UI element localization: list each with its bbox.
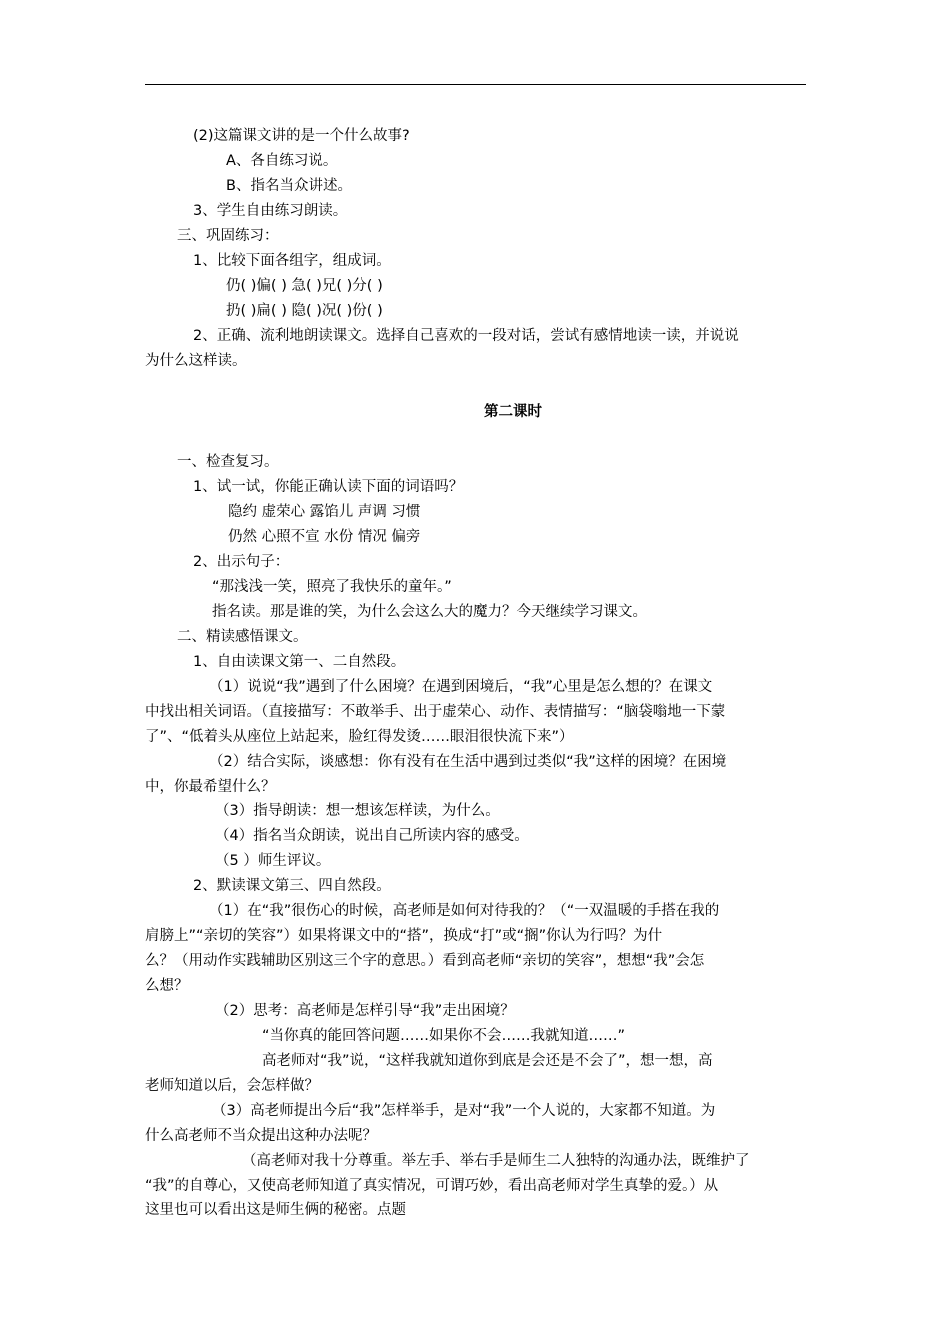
section-heading: 三、巩固练习： [177, 228, 279, 244]
text-line: (2)这篇课文讲的是一个什么故事? [193, 128, 410, 144]
text-line: （1）说说“我”遇到了什么困境？在遇到困境后，“我”心里是怎么想的？在课文 [209, 679, 713, 695]
text-line: 1、比较下面各组字，组成词。 [193, 253, 391, 269]
text-line: 中，你最希望什么？ [145, 779, 276, 795]
text-line: A、各自练习说。 [226, 153, 338, 169]
word-row: 仍然 心照不宣 水份 情况 偏旁 [228, 529, 421, 545]
text-line: 高老师对“我”说，“这样我就知道你到底是会还是不会了”，想一想，高 [262, 1053, 713, 1069]
quote-line: “那浅浅一笑，照亮了我快乐的童年。” [212, 579, 452, 595]
text-line: 仍( )偏( ) 急( )兄( )分( ) [226, 278, 383, 294]
text-line: 中找出相关词语。（直接描写：不敢举手、出于虚荣心、动作、表情描写：“脑袋嗡地一下蒙 [145, 704, 726, 720]
text-line: 2、出示句子： [193, 554, 290, 570]
text-line: 1、试一试，你能正确认读下面的词语吗？ [193, 479, 464, 495]
word-row: 隐约 虚荣心 露馅儿 声调 习惯 [228, 504, 421, 520]
text-line: 2、正确、流利地朗读课文。选择自己喜欢的一段对话，尝试有感情地读一读，并说说 [193, 328, 739, 344]
text-line: 老师知道以后，会怎样做？ [145, 1078, 319, 1094]
header-rule [145, 84, 806, 85]
text-line: （3）指导朗读：想一想该怎样读，为什么。 [215, 803, 500, 819]
text-line: （5 ）师生评议。 [215, 853, 331, 869]
text-line: 么想？ [145, 978, 189, 994]
text-line: （4）指名当众朗读，说出自己所读内容的感受。 [215, 828, 529, 844]
text-line: 1、自由读课文第一、二自然段。 [193, 654, 406, 670]
text-line: 2、默读课文第三、四自然段。 [193, 878, 391, 894]
lesson-title: 第二课时 [484, 404, 542, 420]
text-line: 了”、“低着头从座位上站起来，脸红得发烫……眼泪很快流下来”） [145, 729, 574, 745]
text-line: 这里也可以看出这是师生俩的秘密。点题 [145, 1202, 406, 1218]
text-line: 扔( )扁( ) 隐( )况( )份( ) [226, 303, 383, 319]
text-line: （2）思考：高老师是怎样引导“我”走出困境？ [215, 1003, 515, 1019]
section-heading: 一、检查复习。 [177, 454, 279, 470]
text-line: （高老师对我十分尊重。举左手、举右手是师生二人独特的沟通办法，既维护了 [242, 1153, 750, 1169]
section-heading: 二、精读感悟课文。 [177, 629, 308, 645]
text-line: 肩膀上”“亲切的笑容”）如果将课文中的“搭”，换成“打”或“搁”你认为行吗？为什 [145, 928, 663, 944]
quote-line: “当你真的能回答问题……如果你不会……我就知道……” [262, 1028, 626, 1044]
text-line: 3、学生自由练习朗读。 [193, 203, 348, 219]
text-line: 么？（用动作实践辅助区别这三个字的意思。）看到高老师“亲切的笑容”，想想“我”会怎 [145, 953, 705, 969]
text-line: （3）高老师提出今后“我”怎样举手，是对“我”一个人说的，大家都不知道。为 [212, 1103, 716, 1119]
text-line: B、指名当众讲述。 [226, 178, 352, 194]
text-line: 指名读。那是谁的笑，为什么会这么大的魔力？今天继续学习课文。 [212, 604, 647, 620]
text-line: 为什么这样读。 [145, 353, 247, 369]
text-line: “我”的自尊心，又使高老师知道了真实情况，可谓巧妙，看出高老师对学生真挚的爱。）从 [145, 1178, 719, 1194]
text-line: 什么高老师不当众提出这种办法呢？ [145, 1128, 377, 1144]
text-line: （1）在“我”很伤心的时候，高老师是如何对待我的？（“一双温暖的手搭在我的 [209, 903, 720, 919]
text-line: （2）结合实际，谈感想：你有没有在生活中遇到过类似“我”这样的困境？在困境 [209, 754, 727, 770]
